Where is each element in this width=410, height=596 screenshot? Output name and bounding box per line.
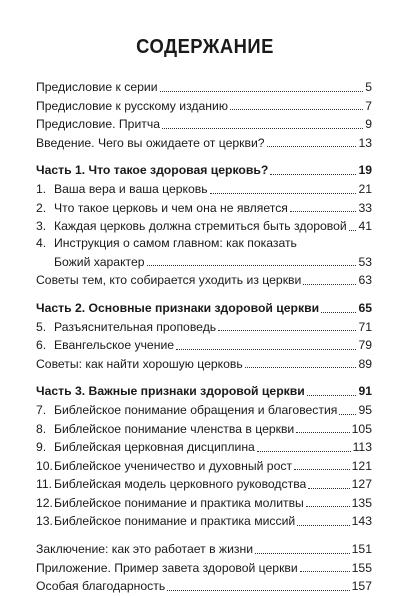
dot-leader [303,284,356,285]
toc-entry-label: Разъяснительная проповедь [54,319,217,334]
chapter-number: 3. [36,219,47,234]
dot-leader [267,146,357,147]
toc-entry-label: Библейское понимание обращения и благовестия [54,402,338,417]
toc-entry-label: Особая благодарность [36,579,166,594]
toc-entry-label: Советы тем, кто собирается уходить из церкви [36,273,302,288]
toc-page-number: 9 [365,117,372,132]
toc-chapter-3[interactable] [36,217,372,236]
toc-entry-label: Библейское понимание и практика молитвы [54,495,304,510]
toc-chapter-5[interactable] [36,318,372,337]
dot-leader [297,525,349,526]
toc-page-number: 71 [358,319,372,334]
toc-page-number: 5 [365,80,372,94]
toc-entry-label-continued: Божий характер [54,254,145,269]
toc-part-2-heading[interactable] [36,299,372,318]
chapter-number: 11. [36,477,53,492]
toc-page-number: 113 [352,440,372,455]
toc-page-number: 19 [358,163,372,178]
table-of-contents [36,78,372,596]
toc-chapter-2[interactable] [36,199,372,218]
chapter-number: 8. [36,421,47,436]
toc-entry-label: Советы: как найти хорошую церковь [36,356,243,371]
toc-entry-label: Заключение: как это работает в жизни [36,542,254,557]
toc-entry-label: Часть 2. Основные признаки здоровой церкви [36,300,320,315]
dot-leader [162,128,363,129]
dot-leader [339,414,356,415]
dot-leader [218,330,356,331]
toc-entry-label: Часть 3. Важные признаки здоровой церкви [36,384,305,399]
toc-chapter-8[interactable] [36,420,372,439]
toc-entry-label: Библейская модель церковного руководства [54,477,307,492]
toc-entry-label: Библейское ученичество и духовный рост [54,458,293,473]
chapter-number: 2. [36,200,47,215]
chapter-number: 7. [36,402,47,417]
toc-page-number: 135 [351,495,372,510]
toc-entry-label: Введение. Чего вы ожидаете от церкви? [36,135,265,150]
toc-chapter-13[interactable] [36,512,372,531]
toc-entry-label: Предисловие. Притча [36,117,160,132]
toc-page-number: 127 [351,477,372,492]
toc-page-number: 157 [351,579,372,594]
toc-entry-label: Библейская церковная дисциплина [54,440,255,455]
dot-leader [270,174,356,175]
dot-leader [257,451,351,452]
toc-entry-label: Приложение. Пример завета здоровой церкви [36,560,298,575]
dot-leader [296,432,349,433]
toc-entry-label: Библейское понимание и практика миссий [54,514,296,529]
dot-leader [321,312,356,313]
toc-page-number: 155 [351,560,372,575]
toc-entry-label: Инструкция о самом главном: как показать [54,236,297,251]
dot-leader [245,367,357,368]
toc-page-number: 91 [358,384,372,399]
chapter-number: 12. [36,495,53,510]
dot-leader [230,109,363,110]
toc-chapter-7[interactable] [36,401,372,420]
toc-chapter-6[interactable] [36,336,372,355]
chapter-number: 10. [36,458,53,473]
toc-page-number: 13 [358,135,372,150]
toc-part-3-heading[interactable] [36,382,372,401]
toc-advice-leaving[interactable] [36,271,372,290]
dot-leader [308,488,349,489]
toc-page-number: 53 [358,254,372,269]
dot-leader [300,571,350,572]
toc-part-1-heading[interactable] [36,161,372,180]
toc-entry-label: Предисловие к серии [36,80,158,94]
dot-leader [294,469,350,470]
chapter-number: 13. [36,514,53,529]
toc-entry-label: Ваша вера и ваша церковь [54,181,208,196]
toc-entry-russian-preface[interactable] [36,97,372,116]
toc-chapter-9[interactable] [36,438,372,457]
toc-page-number: 95 [358,402,372,417]
toc-entry-label: Что такое церковь и чем она не является [54,200,288,215]
toc-page-number: 79 [358,338,372,353]
toc-chapter-4-line-1[interactable] [36,236,372,253]
toc-page-number: 41 [358,219,372,234]
dot-leader [255,553,350,554]
dot-leader [349,230,357,231]
toc-chapter-4-line-2[interactable] [36,253,372,272]
dot-leader [210,193,357,194]
toc-entry-acknowledgements[interactable] [36,577,372,596]
dot-leader [290,211,357,212]
toc-page-number: 63 [358,273,372,288]
toc-entry-label: Евангельское учение [54,338,175,353]
toc-entry-introduction[interactable] [36,134,372,153]
toc-page-number: 151 [351,542,372,557]
chapter-number: 1. [36,181,47,196]
dot-leader [147,265,357,266]
toc-entry-label: Библейское понимание членства в церкви [54,421,295,436]
toc-entry-label: Предисловие к русскому изданию [36,98,228,113]
toc-page-number: 7 [365,98,372,113]
toc-page-number: 33 [358,200,372,215]
chapter-number: 9. [36,440,47,455]
toc-chapter-11[interactable] [36,475,372,494]
toc-entry-series-preface[interactable] [36,78,372,97]
toc-entry-appendix[interactable] [36,559,372,578]
chapter-number: 4. [36,236,47,251]
toc-entry-label: Часть 1. Что такое здоровая церковь? [36,163,269,178]
toc-chapter-12[interactable] [36,494,372,513]
chapter-number: 5. [36,319,47,334]
dot-leader [307,395,357,396]
toc-entry-parable[interactable] [36,115,372,134]
toc-page-number: 105 [351,421,372,436]
toc-page-number: 121 [351,458,372,473]
toc-chapter-1[interactable] [36,180,372,199]
toc-advice-finding[interactable] [36,355,372,374]
toc-chapter-10[interactable] [36,457,372,476]
toc-entry-label: Каждая церковь должна стремиться быть здоровой [54,219,347,234]
toc-page-number: 143 [351,514,372,529]
toc-page-number: 65 [358,300,372,315]
toc-page-number: 89 [358,356,372,371]
dot-leader [160,91,364,92]
toc-page-number: 21 [358,181,372,196]
chapter-number: 6. [36,338,47,353]
dot-leader [176,349,356,350]
dot-leader [306,506,350,507]
toc-entry-conclusion[interactable] [36,540,372,559]
page-title: СОДЕРЖАНИЕ [136,36,274,58]
